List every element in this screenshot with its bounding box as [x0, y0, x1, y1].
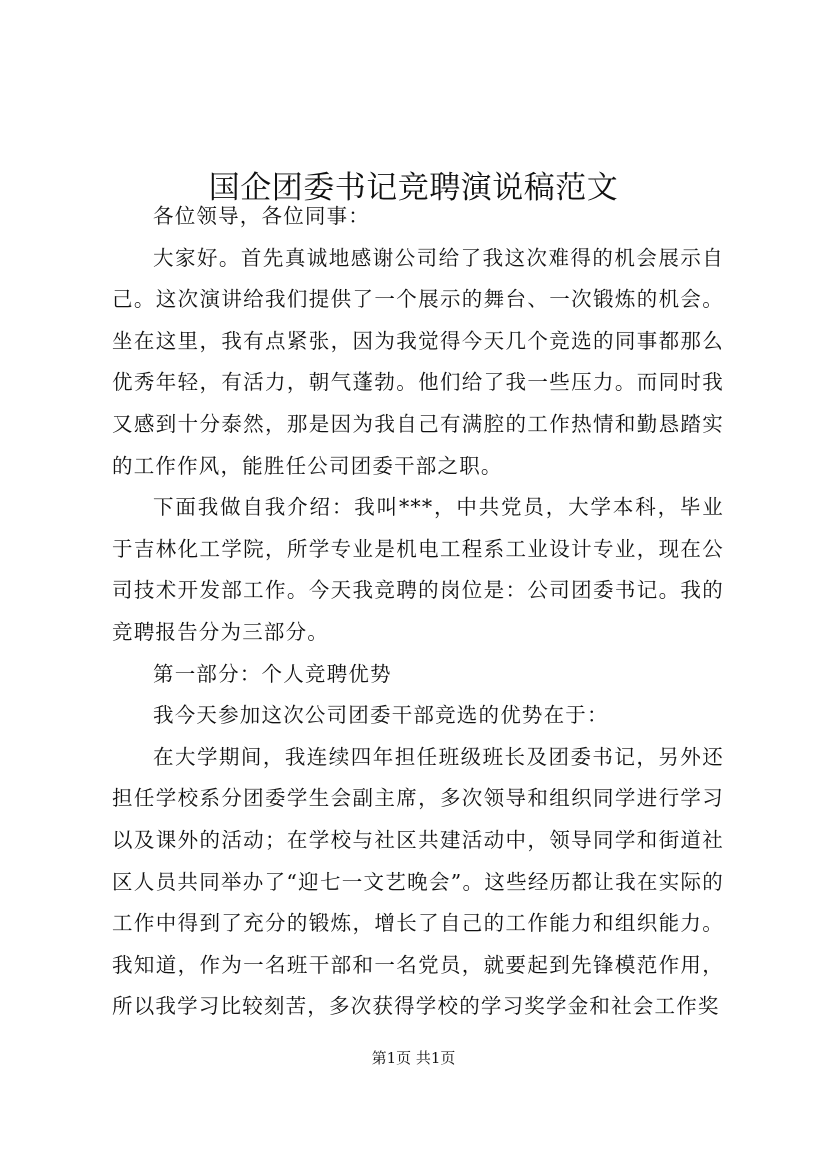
page-footer	[0, 1047, 827, 1069]
paragraph-salutation: 各位领导，各位同事：	[153, 204, 370, 228]
paragraph-greeting: 大家好。首先真诚地感谢公司给了我这次难得的机会展示自己。这次演讲给我们提供了一个展示的舞台、一次锻炼的机会。坐在这里，我有点紧张，因为我觉得今天几个竞选的同事都那么优秀年轻，有活力，朝气蓬勃。他们给了我一些压力。而同时我又感到十分泰然，那是因为我自己有满腔的工作热情和勤恳踏实的工作作风，能胜任公司团委干部之职。	[112, 245, 724, 478]
paragraph-advantages-intro: 我今天参加这次公司团委干部竞选的优势在于：	[153, 703, 609, 728]
document-body	[112, 196, 724, 1028]
paragraph-university-experience: 在大学期间，我连续四年担任班级班长及团委书记，另外还担任学校系分团委学生会副主席，多次领导和组织同学进行学习以及课外的活动；在学校与社区共建活动中，领导同学和街道社区人员共同举办了“迎七一文艺晚会”。这些经历都让我在实际的工作中得到了充分的锻炼，增长了自己的工作能力和组织能力。我知道，作为一名班干部和一名党员，就要起到先锋模范作用，所以我学习比较刻苦，多次获得学校的学习奖学金和社会工作奖	[112, 744, 724, 1019]
paragraph-self-introduction: 下面我做自我介绍：我叫***，中共党员，大学本科，毕业于吉林化工学院，所学专业是机电工程系工业设计专业，现在公司技术开发部工作。今天我竞聘的岗位是：公司团委书记。我的竞聘报告分为三部分。	[112, 495, 724, 644]
page-number-label: 第1页 共1页	[371, 1049, 456, 1067]
document-title: 国企团委书记竞聘演说稿范文	[208, 169, 619, 206]
section-heading-part-one: 第一部分：个人竞聘优势	[153, 661, 392, 686]
